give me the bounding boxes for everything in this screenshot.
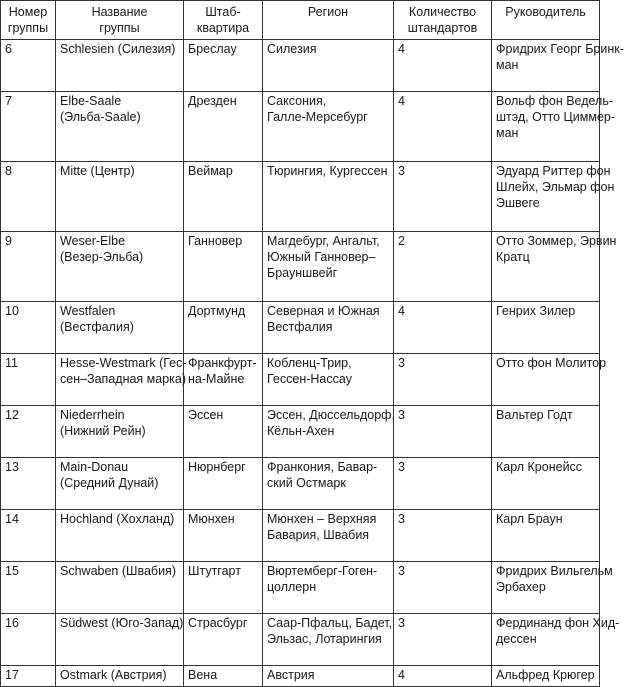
cell-leader (492, 40, 624, 92)
cell-standards-count-value: 4 (398, 668, 405, 682)
cell-leader-line: Шлейх, Эльмар фон (496, 180, 615, 194)
cell-leader-line: Карл Браун (496, 512, 563, 526)
cell-group-number-value: 16 (5, 616, 19, 630)
cell-headquarters (184, 510, 263, 562)
cell-leader (492, 614, 620, 666)
cell-headquarters-line: Дрезден (188, 94, 237, 108)
cell-group-number (1, 614, 56, 666)
header-group-name: Название группы (56, 1, 184, 40)
cell-group-number-value: 13 (5, 460, 19, 474)
cell-leader (492, 302, 600, 354)
cell-group-name-line: Elbe-Saale (60, 94, 122, 108)
cell-group-name (56, 302, 184, 354)
cell-region-line: Бавария, Швабия (267, 528, 370, 542)
cell-region (263, 406, 394, 458)
cell-region-line: Северная и Южная (267, 304, 380, 318)
cell-group-name-line: (Эльба-Saale) (60, 110, 141, 124)
cell-region-line: Гессен-Нассау (267, 372, 352, 386)
cell-headquarters-line: Штутгарт (188, 564, 241, 578)
cell-leader-line: Отто Зоммер, Эрвин (496, 234, 617, 248)
table-row (1, 406, 600, 458)
cell-standards-count (394, 666, 492, 687)
cell-region-line: Вюртемберг-Гоген- (267, 564, 378, 578)
cell-group-name-line: Westfalen (60, 304, 116, 318)
cell-region (263, 40, 394, 92)
cell-region (263, 354, 394, 406)
cell-headquarters-line: Эссен (188, 408, 224, 422)
cell-group-number (1, 232, 56, 302)
cell-region-line: Южный Ганновер– (267, 250, 376, 264)
cell-leader (492, 354, 607, 406)
cell-group-name-line: Schwaben (Швабия) (60, 564, 176, 578)
cell-standards-count (394, 510, 492, 562)
cell-group-name-line: Hesse-Westmark (Гес- (60, 356, 187, 370)
cell-leader-line: Фридрих Георг Бринк- (496, 42, 624, 56)
cell-standards-count-value: 3 (398, 356, 405, 370)
cell-standards-count (394, 406, 492, 458)
cell-group-name-line: Hochland (Хохланд) (60, 512, 175, 526)
cell-headquarters-line: на-Майне (188, 372, 245, 386)
cell-region-line: Вестфалия (267, 320, 333, 334)
cell-group-number (1, 302, 56, 354)
cell-group-number (1, 92, 56, 162)
table-body (1, 40, 624, 687)
cell-standards-count (394, 40, 492, 92)
cell-group-name (56, 458, 184, 510)
cell-group-name (56, 510, 184, 562)
cell-group-name (56, 162, 184, 232)
header-standards-count: Количество штандартов (394, 1, 492, 40)
cell-region-line: ский Остмарк (267, 476, 346, 490)
cell-group-number-value: 6 (5, 42, 12, 56)
cell-group-name-line: (Средний Дунай) (60, 476, 159, 490)
cell-region (263, 302, 394, 354)
cell-standards-count-value: 3 (398, 512, 405, 526)
cell-group-name-line: Schlesien (Силезия) (60, 42, 176, 56)
cell-region (263, 92, 394, 162)
cell-group-number (1, 406, 56, 458)
cell-group-name (56, 92, 184, 162)
table-row (1, 562, 600, 614)
cell-region-line: Саксония, (267, 94, 327, 108)
cell-region-line: Кёльн-Ахен (267, 424, 335, 438)
header-group-number: Номер группы (1, 1, 56, 40)
cell-standards-count (394, 614, 492, 666)
cell-group-name-line: Mitte (Центр) (60, 164, 135, 178)
cell-region-line: Саар-Пфальц, Бадет, (267, 616, 393, 630)
cell-group-name-line: Niederrhein (60, 408, 125, 422)
cell-leader-line: Карл Кронейсс (496, 460, 583, 474)
cell-standards-count-value: 4 (398, 94, 405, 108)
cell-leader-line: штэд, Отто Циммер- (496, 110, 616, 124)
cell-leader (492, 562, 613, 614)
cell-standards-count (394, 302, 492, 354)
cell-group-number-value: 15 (5, 564, 19, 578)
cell-group-name (56, 666, 184, 687)
cell-region-line: Силезия (267, 42, 317, 56)
header-headquarters: Штаб- квартира (184, 1, 263, 40)
cell-standards-count-value: 2 (398, 234, 405, 248)
cell-leader-line: Эдуард Риттер фон (496, 164, 611, 178)
cell-group-number-value: 8 (5, 164, 12, 178)
cell-region (263, 232, 394, 302)
cell-group-number-value: 9 (5, 234, 12, 248)
cell-group-name-line: Weser-Elbe (60, 234, 126, 248)
cell-group-name (56, 40, 184, 92)
cell-leader-line: Фридрих Вильгельм (496, 564, 613, 578)
cell-standards-count (394, 562, 492, 614)
cell-group-name-line: сен–Западная марка) (60, 372, 187, 386)
cell-standards-count-value: 3 (398, 616, 405, 630)
cell-group-name-line: Südwest (Юго-Запад) (60, 616, 184, 630)
cell-group-name (56, 406, 184, 458)
cell-group-name-line: Ostmark (Австрия) (60, 668, 167, 682)
cell-region-line: Брауншвейг (267, 266, 338, 280)
cell-leader-line: ман (496, 58, 519, 72)
cell-region (263, 458, 394, 510)
cell-leader (492, 458, 600, 510)
cell-group-name (56, 614, 184, 666)
table-row (1, 92, 600, 162)
cell-group-number-value: 10 (5, 304, 19, 318)
cell-group-number (1, 562, 56, 614)
cell-group-number-value: 7 (5, 94, 12, 108)
cell-region (263, 614, 394, 666)
cell-standards-count (394, 232, 492, 302)
cell-headquarters (184, 92, 263, 162)
cell-leader (492, 232, 617, 302)
cell-leader-line: Отто фон Молитор (496, 356, 607, 370)
table-row (1, 162, 600, 232)
cell-leader-line: ман (496, 126, 519, 140)
cell-standards-count (394, 458, 492, 510)
cell-headquarters (184, 458, 263, 510)
cell-group-number-value: 11 (5, 356, 18, 370)
cell-group-number (1, 458, 56, 510)
cell-group-number-value: 12 (5, 408, 19, 422)
cell-standards-count-value: 4 (398, 304, 405, 318)
cell-region-line: Мюнхен – Верхняя (267, 512, 377, 526)
cell-headquarters (184, 232, 263, 302)
cell-standards-count-value: 4 (398, 42, 405, 56)
cell-region-line: Кобленц-Трир, (267, 356, 352, 370)
cell-headquarters-line: Дортмунд (188, 304, 246, 318)
cell-group-number (1, 510, 56, 562)
header-row (1, 1, 600, 40)
cell-standards-count-value: 3 (398, 460, 405, 474)
cell-headquarters-line: Бреслау (188, 42, 237, 56)
cell-group-number (1, 666, 56, 687)
cell-headquarters (184, 162, 263, 232)
cell-leader (492, 92, 616, 162)
cell-headquarters-line: Вена (188, 668, 218, 682)
cell-leader (492, 162, 615, 232)
cell-headquarters-line: Франкфурт- (188, 356, 257, 370)
cell-headquarters (184, 666, 263, 687)
table-row (1, 40, 600, 92)
cell-leader-line: Вальтер Годт (496, 408, 573, 422)
cell-leader (492, 666, 600, 687)
cell-group-name (56, 354, 187, 406)
cell-leader (492, 510, 600, 562)
cell-region-line: Эссен, Дюссельдорф, (267, 408, 395, 422)
table-row (1, 614, 600, 666)
cell-headquarters (184, 614, 263, 666)
cell-region-line: Австрия (267, 668, 315, 682)
table-row (1, 510, 600, 562)
cell-leader-line: дессен (496, 632, 537, 646)
cell-group-number (1, 354, 56, 406)
cell-standards-count-value: 3 (398, 164, 405, 178)
cell-headquarters (184, 562, 263, 614)
cell-group-name (56, 562, 184, 614)
cell-group-name (56, 232, 184, 302)
cell-standards-count-value: 3 (398, 564, 405, 578)
cell-headquarters-line: Нюрнберг (188, 460, 246, 474)
header-region: Регион (263, 1, 394, 40)
cell-group-number (1, 162, 56, 232)
cell-region (263, 510, 394, 562)
cell-region (263, 562, 394, 614)
cell-standards-count (394, 354, 492, 406)
cell-region-line: Эльзас, Лотарингия (267, 632, 382, 646)
cell-headquarters (184, 302, 263, 354)
cell-leader-line: Фердинанд фон Хид- (496, 616, 620, 630)
cell-group-number-value: 17 (5, 668, 19, 682)
cell-headquarters (184, 406, 263, 458)
cell-group-number (1, 40, 56, 92)
table-row (1, 666, 600, 687)
cell-group-name-line: (Везер-Эльба) (60, 250, 144, 264)
header-leader: Руководитель (492, 1, 600, 40)
cell-standards-count-value: 3 (398, 408, 405, 422)
cell-region-line: Тюрингия, Кургессен (267, 164, 388, 178)
table-row (1, 458, 600, 510)
cell-group-number-value: 14 (5, 512, 19, 526)
cell-leader-line: Эшвеге (496, 196, 540, 210)
cell-leader (492, 406, 600, 458)
cell-group-name-line: (Вестфалия) (60, 320, 134, 334)
cell-headquarters-line: Веймар (188, 164, 233, 178)
cell-standards-count (394, 92, 492, 162)
cell-standards-count (394, 162, 492, 232)
cell-leader-line: Кратц (496, 250, 530, 264)
cell-headquarters-line: Страсбург (188, 616, 248, 630)
cell-leader-line: Вольф фон Ведель- (496, 94, 614, 108)
cell-headquarters (184, 354, 263, 406)
cell-region-line: Магдебург, Ангальт, (267, 234, 380, 248)
cell-group-name-line: Main-Donau (60, 460, 129, 474)
table-row (1, 354, 600, 406)
cell-region (263, 162, 394, 232)
cell-leader-line: Генрих Зилер (496, 304, 576, 318)
cell-region-line: Галле-Мерсебург (267, 110, 368, 124)
cell-headquarters (184, 40, 263, 92)
cell-group-name-line: (Нижний Рейн) (60, 424, 146, 438)
cell-region-line: Франкония, Бавар- (267, 460, 378, 474)
cell-region (263, 666, 394, 687)
cell-leader-line: Эрбахер (496, 580, 546, 594)
table-row (1, 232, 600, 302)
cell-leader-line: Альфред Крюгер (496, 668, 595, 682)
cell-region-line: цоллерн (267, 580, 317, 594)
cell-headquarters-line: Ганновер (188, 234, 243, 248)
table-row (1, 302, 600, 354)
cell-headquarters-line: Мюнхен (188, 512, 235, 526)
